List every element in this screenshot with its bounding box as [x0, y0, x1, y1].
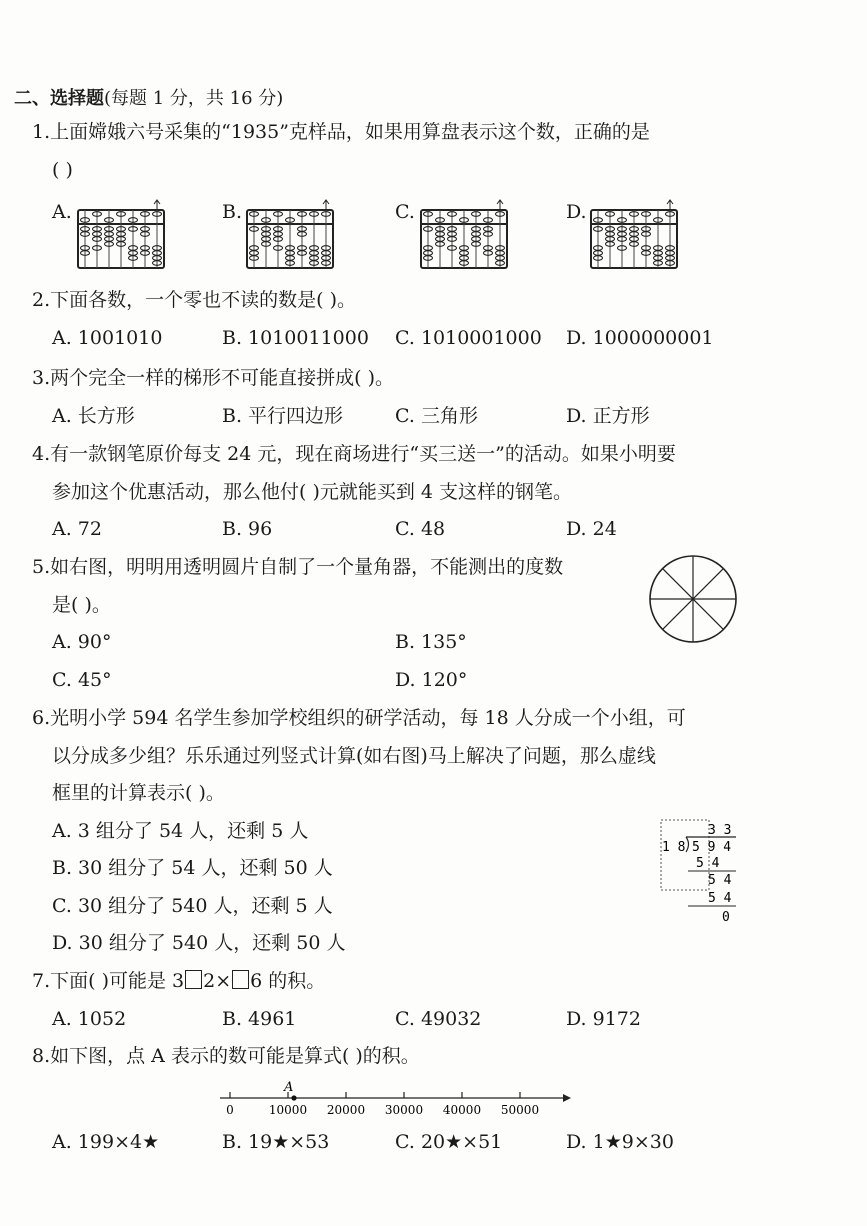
number-line-tick-label: 50000 — [500, 1103, 540, 1117]
question-text: 如右图，明明用透明圆片自制了一个量角器，不能测出的度数 — [50, 556, 564, 578]
option-1d[interactable]: D. — [566, 201, 587, 223]
option-4b[interactable]: B. 96 — [222, 518, 273, 540]
question-6-line2: 以分成多少组？乐乐通过列竖式计算(如右图)马上解决了问题，那么虚线 — [52, 745, 656, 767]
option-5a[interactable]: A. 90° — [52, 631, 112, 653]
question-number: 7. — [32, 970, 51, 992]
question-text: 上面嫦娥六号采集的“1935”克样品，如果用算盘表示这个数，正确的是 — [50, 121, 650, 143]
question-6-line3: 框里的计算表示( )。 — [52, 782, 225, 804]
question-number: 4. — [32, 443, 51, 465]
option-6a[interactable]: A. 3 组分了 54 人，还剩 5 人 — [52, 820, 309, 842]
option-4a[interactable]: A. 72 — [52, 518, 102, 540]
option-1b[interactable]: B. — [222, 201, 243, 223]
option-7b[interactable]: B. 4961 — [222, 1008, 297, 1030]
question-number: 3. — [32, 367, 51, 389]
question-text: 有一款钢笔原价每支 24 元，现在商场进行“买三送一”的活动。如果小明要 — [50, 443, 676, 465]
division-divisor: 1 8 — [662, 840, 686, 855]
question-3 — [32, 366, 394, 390]
option-8a[interactable]: A. 199×4★ — [52, 1131, 160, 1153]
division-quotient: 3 3 — [708, 823, 732, 838]
abacus-a-image — [77, 200, 167, 272]
long-division-image — [658, 818, 740, 926]
number-line-label-a: A — [284, 1080, 294, 1095]
number-line-point-a — [291, 1095, 296, 1100]
option-8d[interactable]: D. 1★9×30 — [566, 1131, 674, 1153]
option-6c[interactable]: C. 30 组分了 540 人，还剩 5 人 — [52, 895, 333, 917]
question-4 — [32, 442, 676, 466]
number-line-tick-label: 40000 — [442, 1103, 482, 1117]
blank-box — [232, 970, 249, 989]
option-6b[interactable]: B. 30 组分了 54 人，还剩 50 人 — [52, 857, 333, 879]
section-note: (每题 1 分，共 16 分) — [104, 88, 284, 109]
number-line-tick-label: 0 — [226, 1103, 234, 1117]
question-4-line2: 参加这个优惠活动，那么他付( )元就能买到 4 支这样的钢笔。 — [52, 481, 573, 503]
question-number: 1. — [32, 121, 51, 143]
number-line-image — [215, 1078, 575, 1122]
option-5c[interactable]: C. 45° — [52, 669, 112, 691]
question-1 — [32, 120, 650, 144]
question-5-line2: 是( )。 — [52, 594, 111, 616]
option-8c[interactable]: C. 20★×51 — [395, 1131, 503, 1153]
question-text: 6 的积。 — [250, 970, 326, 992]
option-7d[interactable]: D. 9172 — [566, 1008, 641, 1030]
question-number: 5. — [32, 556, 51, 578]
option-3b[interactable]: B. 平行四边形 — [222, 405, 344, 427]
option-5d[interactable]: D. 120° — [395, 669, 468, 691]
option-8b[interactable]: B. 19★×53 — [222, 1131, 330, 1153]
division-row1: 5 4 — [696, 856, 720, 871]
section-header — [14, 84, 283, 110]
option-5b[interactable]: B. 135° — [395, 631, 467, 653]
option-6d[interactable]: D. 30 组分了 540 人，还剩 50 人 — [52, 932, 346, 954]
option-7c[interactable]: C. 49032 — [395, 1008, 482, 1030]
option-3c[interactable]: C. 三角形 — [395, 405, 478, 427]
option-3d[interactable]: D. 正方形 — [566, 405, 650, 427]
question-number: 6. — [32, 707, 51, 729]
question-text: 光明小学 594 名学生参加学校组织的研学活动，每 18 人分成一个小组，可 — [50, 707, 686, 729]
division-remainder: 0 — [722, 910, 730, 925]
question-5 — [32, 555, 563, 579]
question-6 — [32, 706, 686, 730]
question-text: 如下图，点 A 表示的数可能是算式( )的积。 — [50, 1045, 420, 1067]
option-7a[interactable]: A. 1052 — [52, 1008, 127, 1030]
option-3a[interactable]: A. 长方形 — [52, 405, 135, 427]
question-number: 8. — [32, 1045, 51, 1067]
option-4c[interactable]: C. 48 — [395, 518, 446, 540]
abacus-d-image — [590, 200, 680, 272]
option-2a[interactable]: A. 1001010 — [52, 327, 163, 349]
question-text: 下面( )可能是 3 — [50, 970, 185, 992]
question-1-blank: ( ) — [52, 159, 73, 181]
question-number: 2. — [32, 289, 51, 311]
section-title: 二、选择题 — [14, 88, 104, 109]
option-2d[interactable]: D. 1000000001 — [566, 327, 714, 349]
number-line-tick-label: 30000 — [384, 1103, 424, 1117]
number-line-tick-label: 20000 — [326, 1103, 366, 1117]
division-dividend: 5 9 4 — [692, 840, 732, 855]
abacus-b-image — [246, 200, 336, 272]
option-2b[interactable]: B. 1010011000 — [222, 327, 369, 349]
option-2c[interactable]: C. 1010001000 — [395, 327, 542, 349]
number-line-tick-label: 10000 — [268, 1103, 308, 1117]
question-2 — [32, 288, 356, 312]
division-row2: 5 4 — [708, 873, 732, 888]
option-1a[interactable]: A. — [52, 201, 72, 223]
protractor-circle-image — [648, 554, 738, 644]
option-4d[interactable]: D. 24 — [566, 518, 617, 540]
division-row3: 5 4 — [708, 891, 732, 906]
abacus-c-image — [420, 200, 510, 272]
blank-box — [185, 970, 202, 989]
question-8 — [32, 1044, 420, 1068]
option-1c[interactable]: C. — [395, 201, 415, 223]
question-text: 2× — [203, 970, 232, 992]
question-text: 两个完全一样的梯形不可能直接拼成( )。 — [50, 367, 395, 389]
question-7 — [32, 969, 325, 993]
question-text: 下面各数，一个零也不读的数是( )。 — [50, 289, 357, 311]
